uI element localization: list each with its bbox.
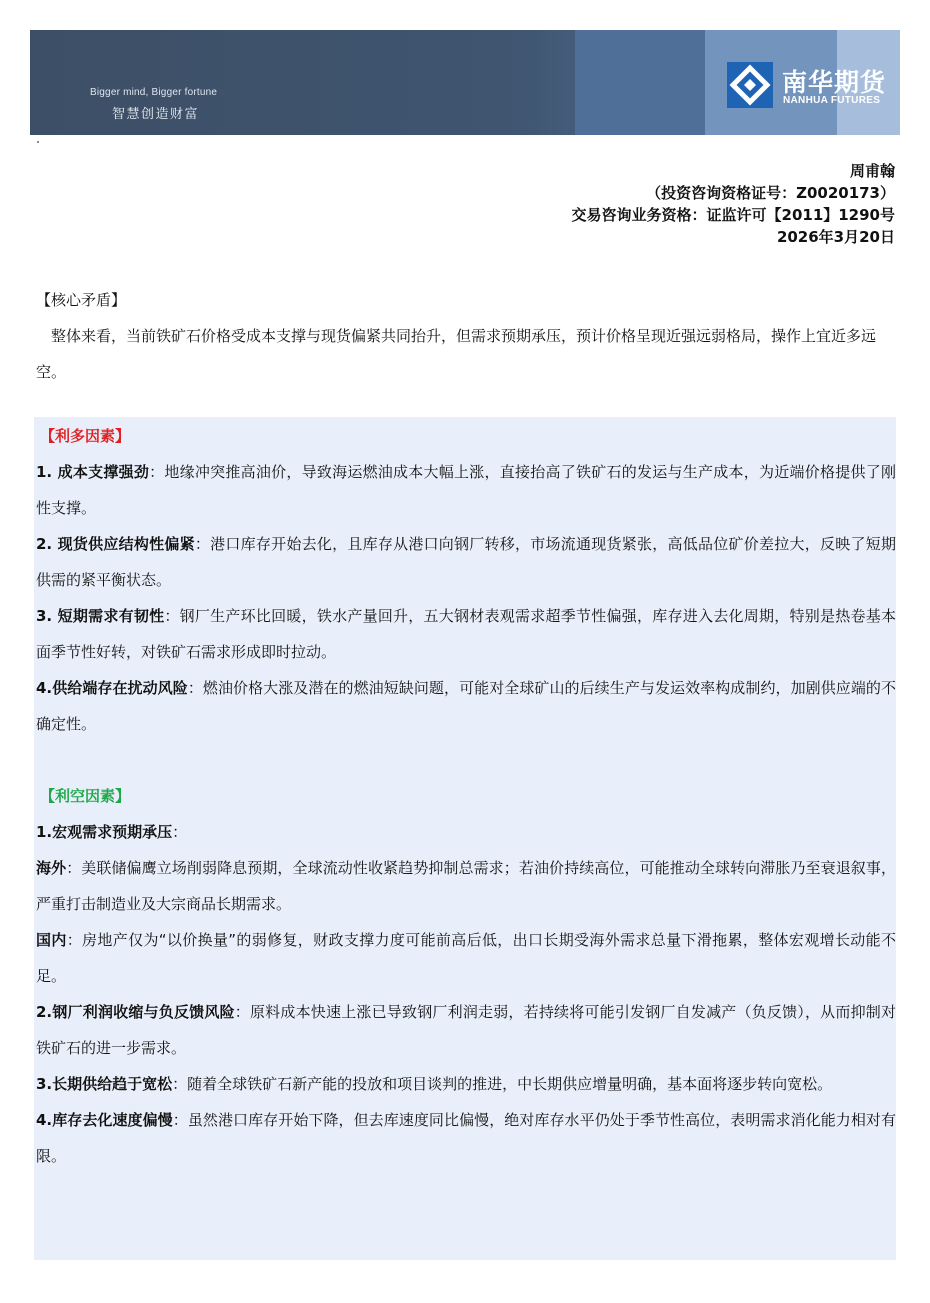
bearish-item <box>36 922 896 994</box>
bullish-item-text: ：地缘冲突推高油价，导致海运燃油成本大幅上涨，直接抬高了铁矿石的发运与生产成本，为近端价格提供了刚性支撑。 <box>36 463 896 517</box>
core-title: 【核心矛盾】 <box>36 291 127 309</box>
bearish-item-text: ：房地产仅为“以价换量”的弱修复，财政支撑力度可能前高后低，出口长期受海外需求总量下滑拖累，整体宏观增长动能不足。 <box>36 931 896 985</box>
bullish-item-text: ：港口库存开始去化，且库存从港口向钢厂转移，市场流通现货紧张，高低品位矿价差拉大，反映了短期供需的紧平衡状态。 <box>36 535 896 589</box>
author-block <box>572 160 896 248</box>
bullish-item <box>36 526 896 598</box>
header-banner <box>30 30 900 135</box>
bullish-item <box>36 598 896 670</box>
bearish-item <box>36 1102 896 1174</box>
page-mark <box>37 141 39 143</box>
bearish-item <box>36 994 896 1066</box>
bullish-item-label: 2. 现货供应结构性偏紧 <box>36 535 195 553</box>
bearish-item-text: ：虽然港口库存开始下降，但去库速度同比偏慢，绝对库存水平仍处于季节性高位，表明需求消化能力相对有限。 <box>36 1111 896 1165</box>
report-date: 2026年3月20日 <box>776 228 895 246</box>
bullish-item-text: ：燃油价格大涨及潜在的燃油短缺问题，可能对全球矿山的后续生产与发运效率构成制约，加剧供应端的不确定性。 <box>36 679 896 733</box>
bullish-item-label: 1. 成本支撑强劲 <box>36 463 150 481</box>
bearish-item-label: 3.长期供给趋于宽松 <box>36 1075 173 1093</box>
bullish-item <box>36 454 896 526</box>
bearish-item-label: 2.钢厂利润收缩与负反馈风险 <box>36 1003 235 1021</box>
bearish-item-label: 4.库存去化速度偏慢 <box>36 1111 173 1129</box>
author-name: 周甫翰 <box>849 162 895 180</box>
slogan-cn: 智慧创造财富 <box>112 107 200 122</box>
bearish-item-text: ：随着全球铁矿石新产能的投放和项目谈判的推进，中长期供应增量明确，基本面将逐步转向宽松。 <box>172 1075 833 1093</box>
bullish-title: 【利多因素】 <box>40 427 131 445</box>
factors-box <box>34 417 896 1260</box>
core-section <box>36 282 896 390</box>
bearish-item <box>36 1066 896 1102</box>
brand-name-en: NANHUA FUTURES <box>783 95 881 106</box>
bearish-item-text: ： <box>172 823 188 841</box>
bearish-title: 【利空因素】 <box>40 787 131 805</box>
nanhua-logo-icon <box>727 62 773 108</box>
brand-name-cn: 南华期货 <box>782 68 887 97</box>
author-license: 交易咨询业务资格：证监许可【2011】1290号 <box>571 206 895 224</box>
bearish-list <box>36 814 896 1174</box>
banner-band <box>575 30 705 135</box>
bearish-item <box>36 850 896 922</box>
bullish-item-label: 4.供给端存在扰动风险 <box>36 679 188 697</box>
bearish-item-text: ：原料成本快速上涨已导致钢厂利润走弱，若持续将可能引发钢厂自发减产（负反馈），从而抑制对铁矿石的进一步需求。 <box>36 1003 896 1057</box>
author-qualification: （投资咨询资格证号：Z0020173） <box>646 184 895 202</box>
bearish-item-text: ：美联储偏鹰立场削弱降息预期，全球流动性收紧趋势抑制总需求；若油价持续高位，可能推动全球转向滞胀乃至衰退叙事，严重打击制造业及大宗商品长期需求。 <box>36 859 896 913</box>
slogan-en: Bigger mind, Bigger fortune <box>90 87 218 98</box>
bearish-item-label: 1.宏观需求预期承压 <box>36 823 173 841</box>
core-text: 整体来看，当前铁矿石价格受成本支撑与现货偏紧共同抬升，但需求预期承压，预计价格呈现近强远弱格局，操作上宜近多远空。 <box>36 327 877 381</box>
bearish-item <box>36 814 896 850</box>
bullish-list <box>36 454 896 742</box>
bullish-item <box>36 670 896 742</box>
bullish-item-label: 3. 短期需求有韧性 <box>36 607 165 625</box>
bearish-item-label: 海外 <box>36 859 67 877</box>
bullish-item-text: ：钢厂生产环比回暖，铁水产量回升，五大钢材表观需求超季节性偏强，库存进入去化周期，特别是热卷基本面季节性好转，对铁矿石需求形成即时拉动。 <box>36 607 896 661</box>
bearish-item-label: 国内 <box>36 931 67 949</box>
